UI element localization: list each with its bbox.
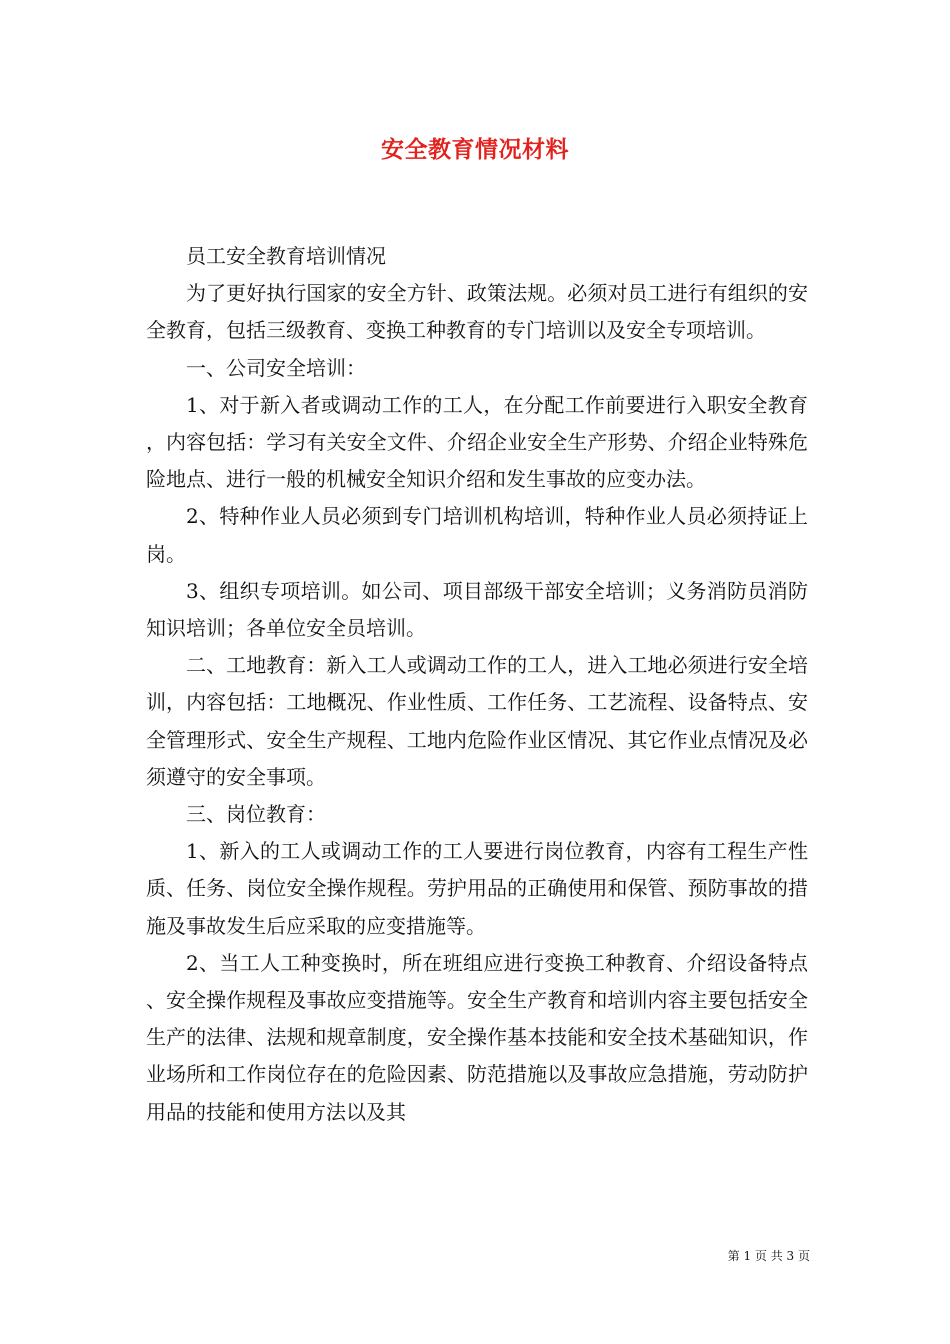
- paragraph-heading: 员工安全教育培训情况: [186, 244, 386, 268]
- document-title: 安全教育情况材料: [381, 136, 569, 163]
- paragraph-site-education: 二、工地教育：新入工人或调动工作的工人，进入工地必须进行安全培训，内容包括：工地概况、作业性质、工作任务、工艺流程、设备特点、安全管理形式、安全生产规程、工地内危险作业区情况、其它作业点情况及必须遵守的安全事项。: [146, 653, 808, 789]
- section-heading-company: 一、公司安全培训：: [186, 355, 366, 380]
- paragraph-intro: 为了更好执行国家的安全方针、政策法规。必须对员工进行有组织的安全教育，包括三级教育、变换工种教育的专门培训以及安全专项培训。: [146, 281, 808, 343]
- document-body: [146, 238, 808, 1131]
- paragraph-company-item-2: 2、特种作业人员必须到专门培训机构培训，特种作业人员必须持证上岗。: [146, 504, 808, 566]
- section-heading-post: 三、岗位教育：: [186, 802, 326, 827]
- paragraph-post-item-2: 2、当工人工种变换时，所在班组应进行变换工种教育、介绍设备特点、安全操作规程及事故应变措施等。安全生产教育和培训内容主要包括安全生产的法律、法规和规章制度，安全操作基本技能和安全技术基础知识，作业场所和工作岗位存在的危险因素、防范措施以及事故应急措施，劳动防护用品的技能和使用方法以及其: [146, 950, 808, 1124]
- page-number: 第 1 页 共 3 页: [727, 1249, 810, 1263]
- paragraph-post-item-1: 1、新入的工人或调动工作的工人要进行岗位教育，内容有工程生产性质、任务、岗位安全操作规程。劳护用品的正确使用和保管、预防事故的措施及事故发生后应采取的应变措施等。: [146, 839, 808, 938]
- paragraph-company-item-1: 1、对于新入者或调动工作的工人，在分配工作前要进行入职安全教育，内容包括：学习有关安全文件、介绍企业安全生产形势、介绍企业特殊危险地点、进行一般的机械安全知识介绍和发生事故的应变办法。: [146, 392, 808, 492]
- paragraph-company-item-3: 3、组织专项培训。如公司、项目部级干部安全培训；义务消防员消防知识培训；各单位安全员培训。: [146, 578, 808, 641]
